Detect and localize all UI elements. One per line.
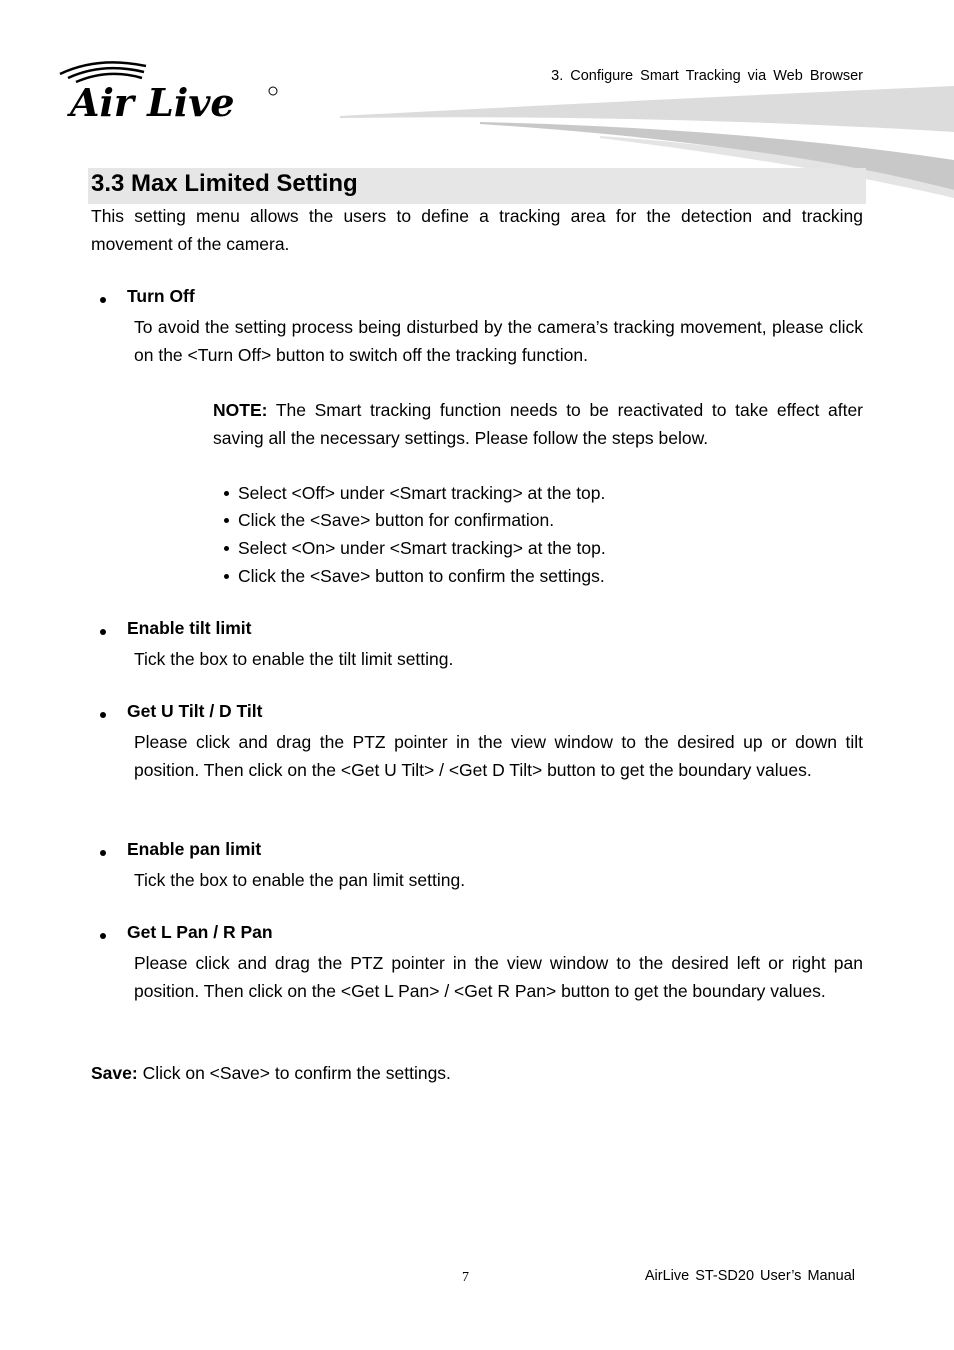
section-intro: This setting menu allows the users to define a tracking area for the detection and tracking movement of the camera. <box>91 206 863 254</box>
bullet-dot <box>100 629 106 635</box>
bullet-dot <box>100 850 106 856</box>
note-block <box>213 396 863 452</box>
save-instruction <box>91 1059 451 1087</box>
bullet-dot <box>100 712 106 718</box>
note-step: Click the <Save> button to confirm the settings. <box>238 566 605 586</box>
item-heading: Enable pan limit <box>127 839 262 859</box>
note-text: The Smart tracking function needs to be reactivated to take effect after saving all the necessary settings. Please follow the steps below. <box>213 400 864 448</box>
bullet-dot <box>224 574 229 579</box>
item-heading: Turn Off <box>127 286 195 306</box>
save-text: Click on <Save> to confirm the settings. <box>142 1063 451 1083</box>
section-title-bar <box>88 168 866 204</box>
item-heading: Get L Pan / R Pan <box>127 922 273 942</box>
bullet-dot <box>224 546 229 551</box>
bullet-dot <box>100 297 106 303</box>
item-body: Tick the box to enable the tilt limit setting. <box>134 649 454 669</box>
bullet-dot <box>224 518 229 523</box>
note-step: Click the <Save> button for confirmation. <box>238 510 555 530</box>
bullet-dot <box>224 491 229 496</box>
note-step: Select <On> under <Smart tracking> at the top. <box>238 538 606 558</box>
save-label: Save: <box>91 1063 138 1083</box>
note-step: Select <Off> under <Smart tracking> at the top. <box>238 483 606 503</box>
manual-title: AirLive ST-SD20 User’s Manual <box>644 1268 855 1284</box>
section-title: 3.3 Max Limited Setting <box>91 170 358 197</box>
chapter-title: 3. Configure Smart Tracking via Web Browser <box>551 68 863 84</box>
item-body: Please click and drag the PTZ pointer in the view window to the desired up or down tilt position. Then click on the <Get U Tilt> / <Get D Tilt> button to get the boundary values. <box>134 732 863 780</box>
bullet-dot <box>100 933 106 939</box>
item-body: To avoid the setting process being disturbed by the camera’s tracking movement, please click on the <Turn Off> button to switch off the tracking function. <box>134 317 863 365</box>
note-label: NOTE: <box>213 400 268 420</box>
logo-text: Air Live <box>70 80 235 124</box>
item-body: Tick the box to enable the pan limit setting. <box>134 870 466 890</box>
item-heading: Get U Tilt / D Tilt <box>127 701 263 721</box>
page-number: 7 <box>462 1270 469 1285</box>
item-body: Please click and drag the PTZ pointer in the view window to the desired left or right pan position. Then click on the <Get L Pan> / <Get R Pan> button to get the boundary values. <box>134 953 863 1001</box>
item-heading: Enable tilt limit <box>127 618 252 638</box>
